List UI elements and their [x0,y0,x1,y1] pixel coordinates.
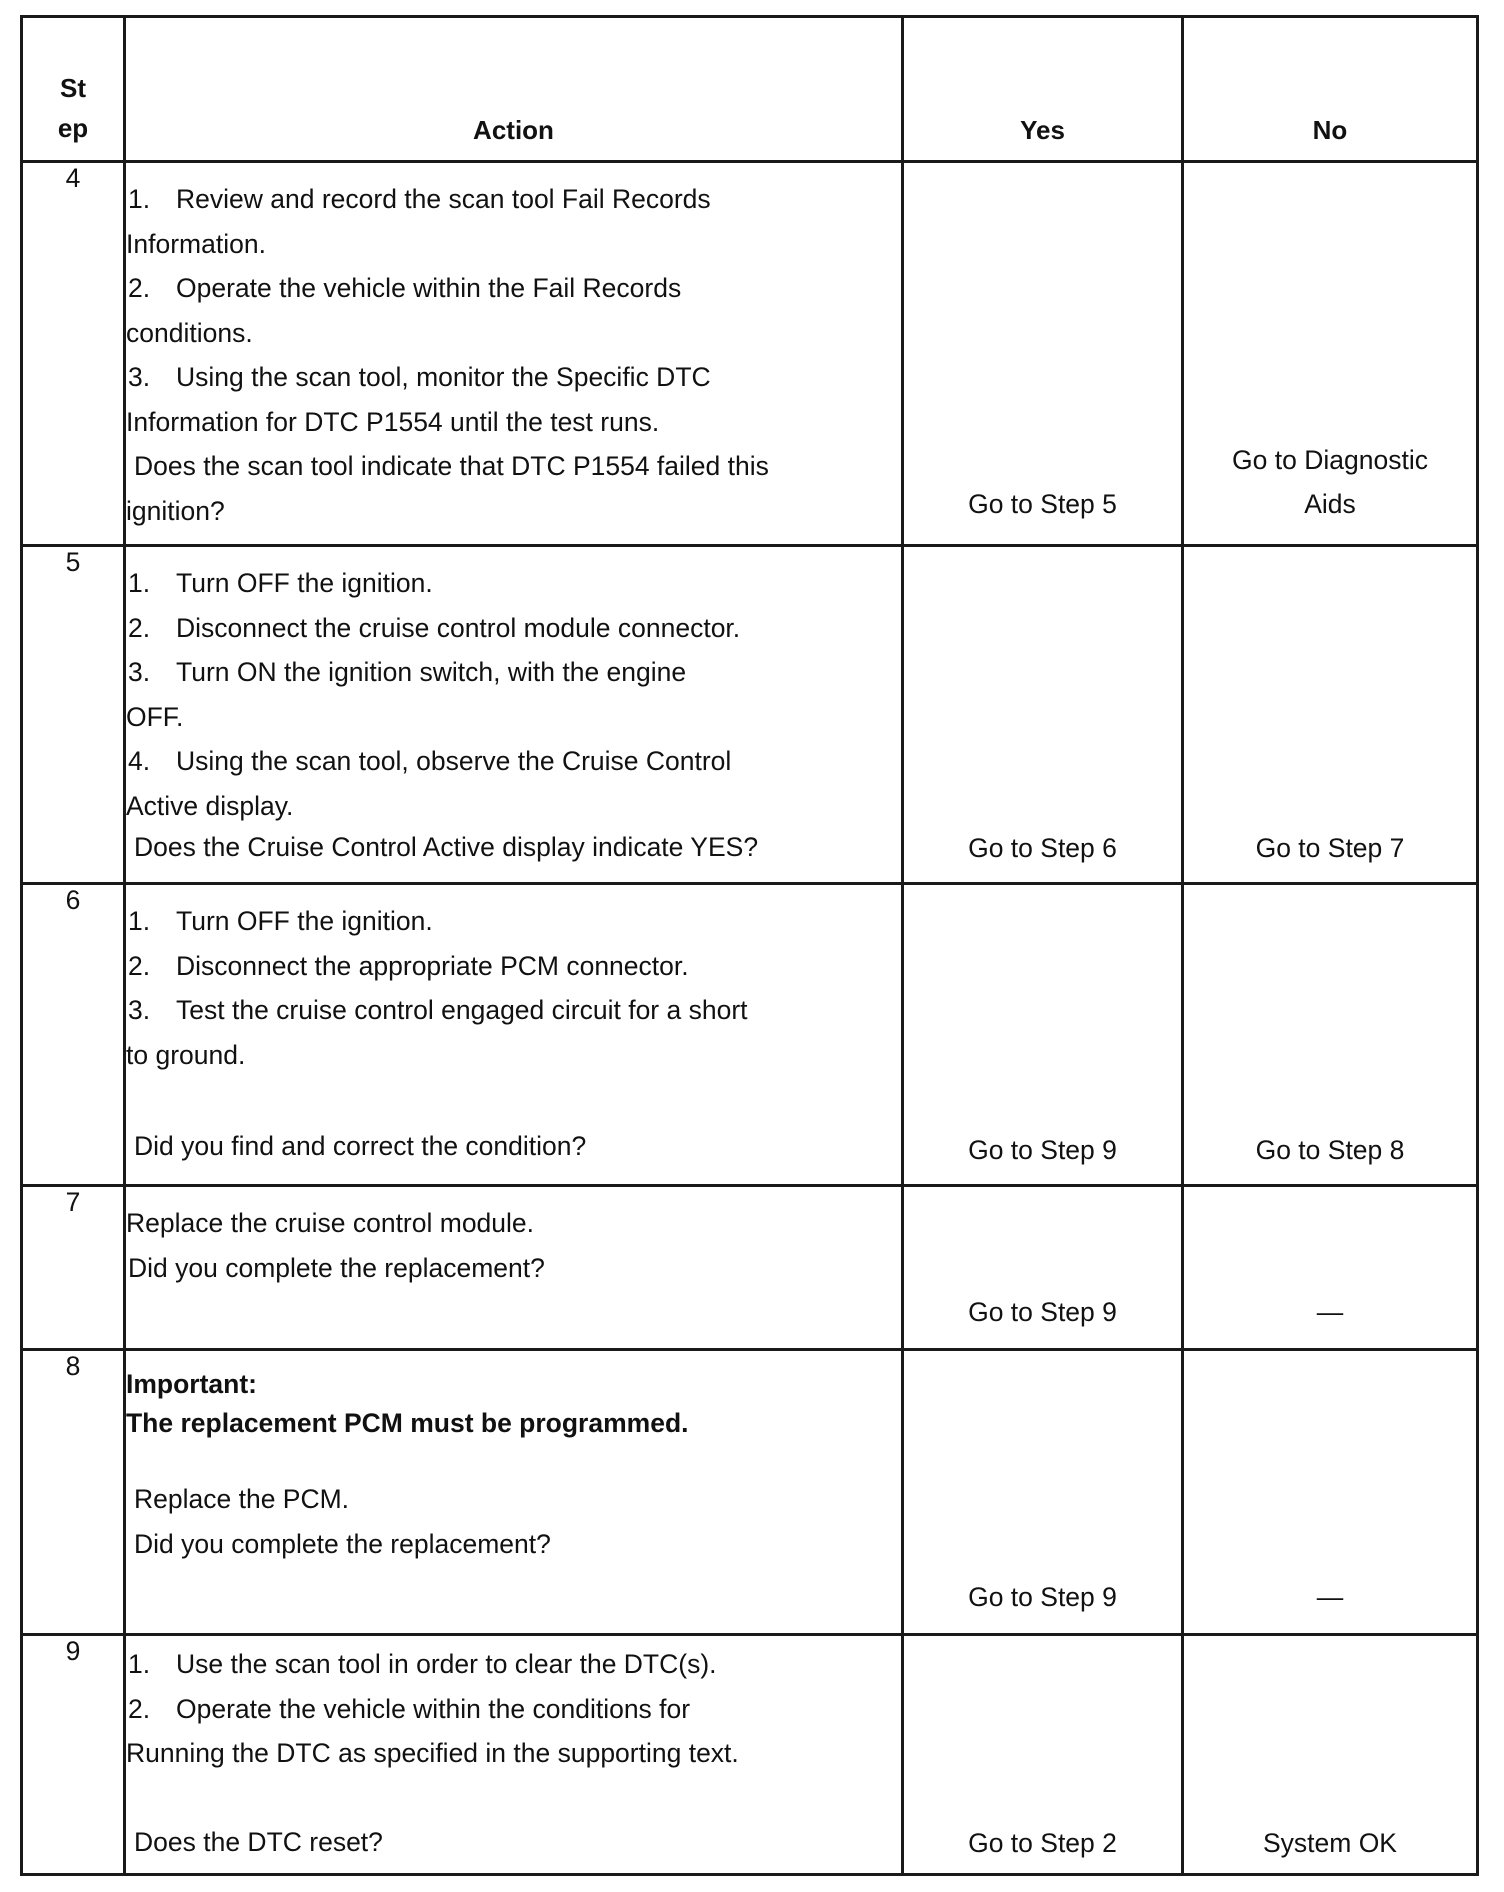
item-text: Operate the vehicle within the conditions for [176,1693,691,1724]
step-number: 7 [22,1186,125,1350]
yes-cell [903,1635,1183,1875]
item-text: Use the scan tool in order to clear the DTC(s). [176,1649,717,1679]
question: Does the DTC reset? [134,1826,383,1857]
item-number: 4. [128,746,151,776]
question: Does the Cruise Control Active display indicate YES? [134,832,759,862]
header-step-line1: St [60,73,86,103]
table-row [22,1635,1478,1875]
yes-answer: Go to Step 9 [968,1135,1117,1165]
yes-answer: Go to Step 2 [968,1828,1117,1858]
item-number: 2. [128,612,151,643]
action-cell [125,1350,903,1635]
item-text: Turn OFF the ignition. [176,906,433,936]
question: Does the scan tool indicate that DTC P1554 failed this [134,451,769,481]
question: Did you complete the replacement? [128,1252,545,1283]
yes-cell [903,1186,1183,1350]
no-cell [1183,1186,1478,1350]
action-cell [125,546,903,884]
no-answer: Go to Step 8 [1255,1135,1405,1165]
action-item [126,561,901,606]
no-cell [1183,162,1478,546]
item-text: Disconnect the cruise control module connector. [176,612,741,643]
item-number: 1. [128,1649,151,1679]
action-item [126,355,901,400]
table-row [22,1350,1478,1635]
item-text-cont: Information for DTC P1554 until the test runs. [126,406,660,437]
no-cell [1183,546,1478,884]
diagnostic-table [20,15,1479,1876]
action-item [126,1687,901,1732]
action-item [126,739,901,784]
header-yes-label: Yes [1020,115,1065,145]
item-text: Using the scan tool, observe the Cruise Control [176,746,732,776]
header-yes [903,17,1183,162]
action-item [126,944,901,989]
item-text-cont: conditions. [126,317,253,348]
action-item [126,988,901,1033]
action-cell [125,884,903,1186]
step-number: 9 [22,1635,125,1875]
item-text-cont: Running the DTC as specified in the supporting text. [126,1738,739,1768]
header-step-line2: ep [57,113,89,143]
important-text: The replacement PCM must be programmed. [126,1408,689,1438]
item-number: 2. [128,1693,151,1724]
no-answer: — [1316,1582,1344,1612]
item-text: Review and record the scan tool Fail Records [176,184,711,214]
yes-cell [903,162,1183,546]
header-row [22,17,1478,162]
no-answer: System OK [1262,1828,1397,1858]
action-item [126,1642,901,1687]
no-answer: — [1316,1297,1344,1327]
action-cell [125,162,903,546]
action-cell [125,1186,903,1350]
item-text-cont: to ground. [126,1039,246,1070]
item-number: 1. [128,568,151,598]
header-no [1183,17,1478,162]
action-item [126,606,901,651]
item-number: 1. [128,184,151,214]
item-number: 3. [128,657,151,687]
important-label: Important: [126,1369,258,1399]
no-answer-cont: Aids [1304,489,1356,519]
no-answer: Go to Diagnostic [1232,445,1428,475]
step-number: 5 [22,546,125,884]
item-text: Test the cruise control engaged circuit for a short [176,995,748,1025]
item-number: 3. [128,362,151,392]
table-row [22,546,1478,884]
yes-cell [903,1350,1183,1635]
action-item [126,899,901,944]
item-text: Operate the vehicle within the Fail Records [176,273,682,303]
step-number: 4 [22,162,125,546]
item-text-cont: Active display. [126,790,294,821]
header-action-label: Action [473,115,554,145]
no-cell [1183,1635,1478,1875]
action-text: Replace the PCM. [134,1484,350,1514]
item-text: Turn ON the ignition switch, with the engine [176,657,687,687]
question-cont: ignition? [126,495,225,526]
no-cell [1183,884,1478,1186]
yes-answer: Go to Step 5 [968,489,1117,519]
item-text-cont: OFF. [126,701,184,732]
table-row [22,884,1478,1186]
yes-answer: Go to Step 9 [968,1582,1117,1612]
header-action [125,17,903,162]
item-number: 1. [128,906,151,936]
item-number: 2. [128,273,151,303]
action-item [126,177,901,222]
step-number: 6 [22,884,125,1186]
item-text-cont: Information. [126,228,266,259]
header-step [22,17,125,162]
step-number: 8 [22,1350,125,1635]
yes-cell [903,884,1183,1186]
item-text: Disconnect the appropriate PCM connector. [176,950,689,981]
question: Did you find and correct the condition? [134,1131,587,1161]
table-row [22,162,1478,546]
question: Did you complete the replacement? [134,1528,551,1559]
item-number: 3. [128,995,151,1025]
action-item [126,266,901,311]
header-no-label: No [1312,115,1348,145]
yes-answer: Go to Step 9 [968,1297,1117,1327]
table-row [22,1186,1478,1350]
item-number: 2. [128,950,151,981]
yes-answer: Go to Step 6 [968,833,1117,863]
no-answer: Go to Step 7 [1255,833,1405,863]
action-text: Replace the cruise control module. [126,1208,535,1238]
action-item [126,650,901,695]
item-text: Using the scan tool, monitor the Specific DTC [176,362,711,392]
yes-cell [903,546,1183,884]
item-text: Turn OFF the ignition. [176,568,433,598]
no-cell [1183,1350,1478,1635]
action-cell [125,1635,903,1875]
